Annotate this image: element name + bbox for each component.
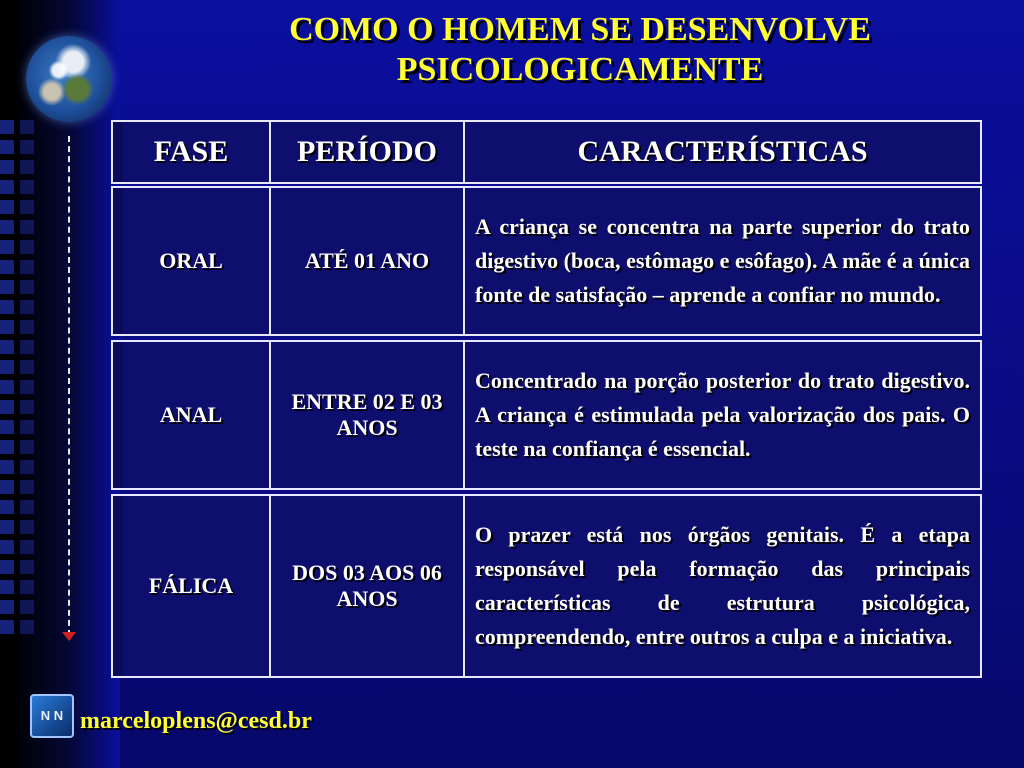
table-header (111, 120, 982, 184)
cell-periodo: ENTRE 02 E 03 ANOS (270, 341, 464, 489)
cell-fase: ORAL (112, 187, 270, 335)
arrow-down-icon (62, 632, 76, 641)
logo-icon: N N (30, 694, 74, 738)
cell-fase: FÁLICA (112, 495, 270, 677)
header-caracteristicas: CARACTERÍSTICAS (464, 121, 981, 183)
cell-periodo: ATÉ 01 ANO (270, 187, 464, 335)
cell-periodo: DOS 03 AOS 06 ANOS (270, 495, 464, 677)
timeline-dashed-line (68, 136, 70, 636)
footer-email[interactable]: marceloplens@cesd.br (80, 708, 312, 734)
slide-title (180, 10, 980, 90)
cell-caracteristicas: O prazer está nos órgãos genitais. É a etapa responsável pela formação das principais características de estrutura psicológica, compreendendo, entre outros a culpa e a iniciativa. (464, 495, 981, 677)
globe-icon (26, 36, 112, 122)
header-periodo: PERÍODO (270, 121, 464, 183)
cell-caracteristicas: Concentrado na porção posterior do trato digestivo. A criança é estimulada pela valorização dos pais. O teste na confiança é essencial. (464, 341, 981, 489)
table-row (111, 340, 982, 490)
decorative-squares (0, 120, 40, 640)
table-row (111, 494, 982, 678)
title-line-1: COMO O HOMEM SE DESENVOLVE (289, 11, 871, 48)
table-row (111, 186, 982, 336)
header-fase: FASE (112, 121, 270, 183)
title-line-2: PSICOLOGICAMENTE (396, 51, 764, 88)
cell-caracteristicas: A criança se concentra na parte superior do trato digestivo (boca, estômago e esôfago). A mãe é a única fonte de satisfação – aprende a confiar no mundo. (464, 187, 981, 335)
cell-fase: ANAL (112, 341, 270, 489)
